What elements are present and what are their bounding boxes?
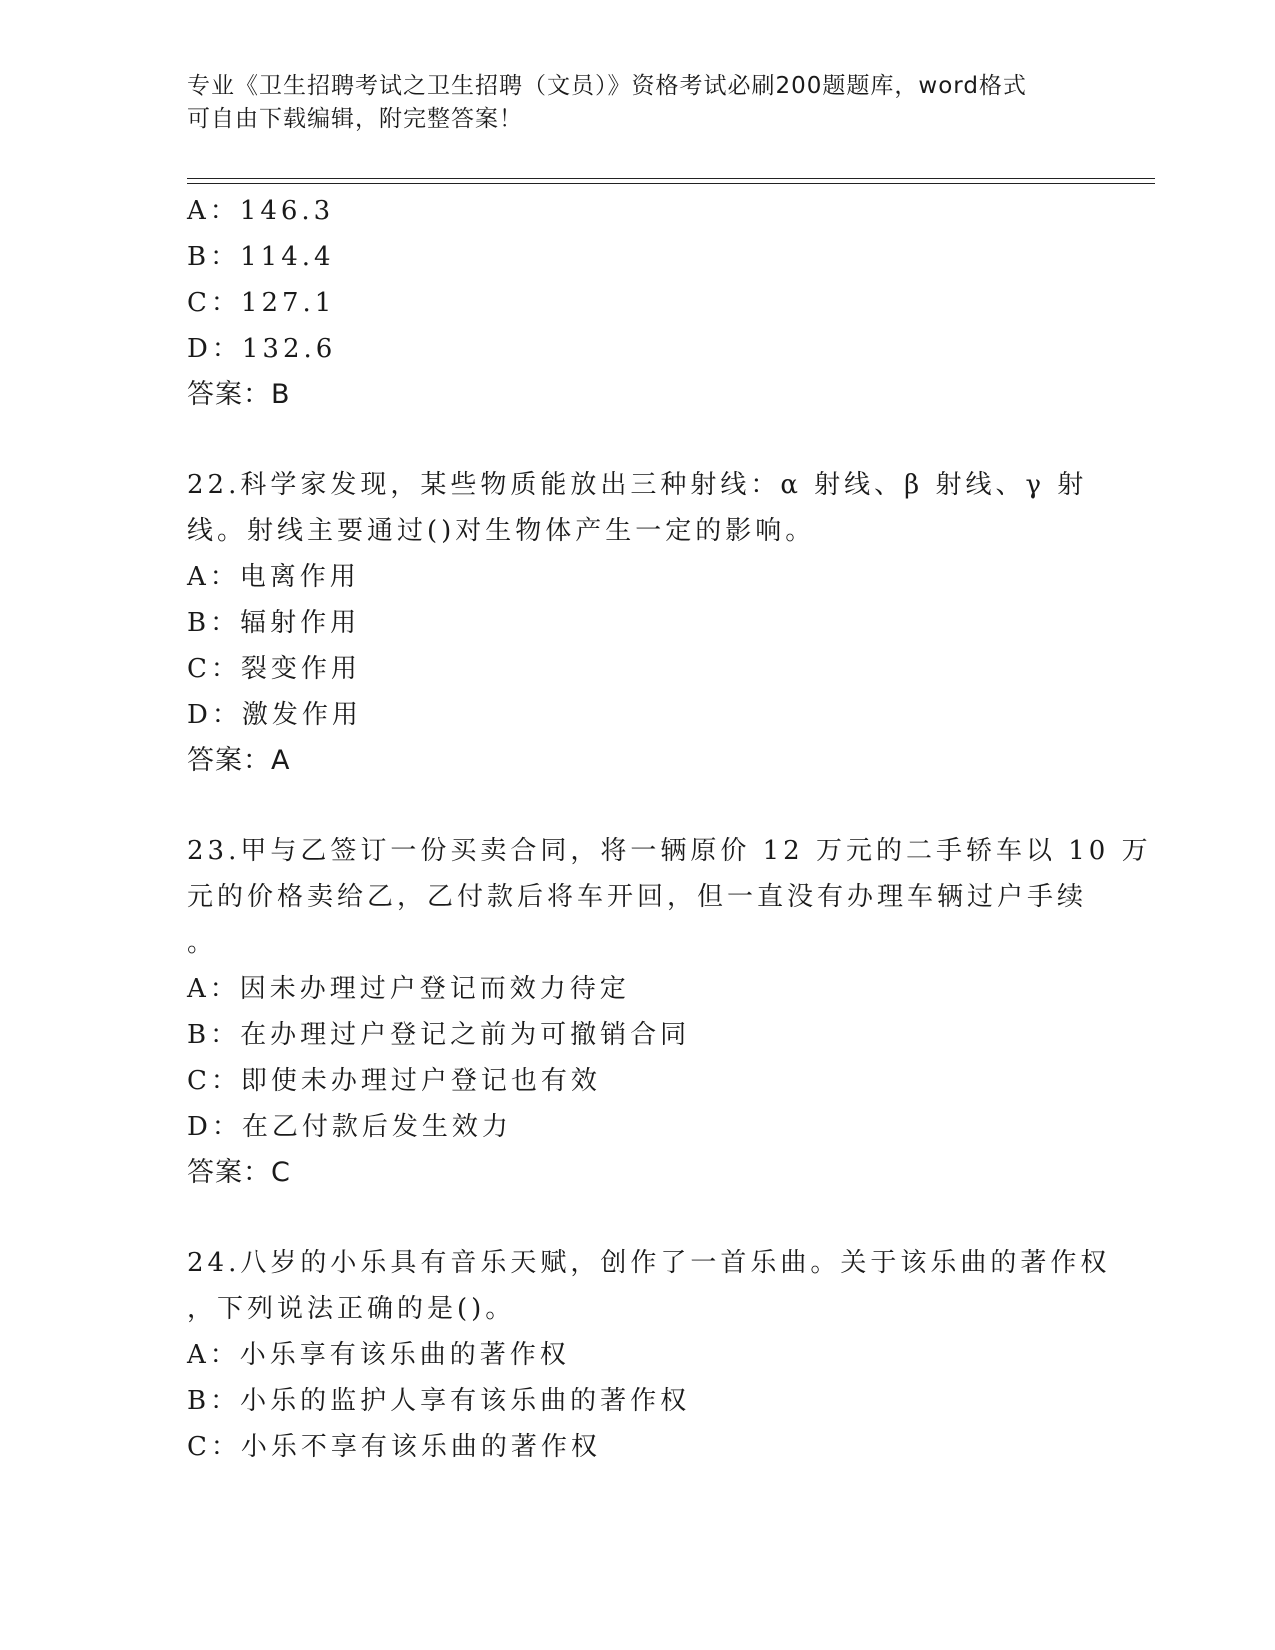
option-c: C：裂变作用	[187, 654, 361, 684]
option-b: B：114.4	[187, 242, 335, 272]
answer: 答案：B	[187, 379, 291, 410]
header-line-2: 可自由下载编辑，附完整答案！	[187, 106, 523, 132]
question-stem: 23.甲与乙签订一份买卖合同，将一辆原价 12 万元的二手轿车以 10 万	[187, 836, 1152, 866]
question-stem: 24.八岁的小乐具有音乐天赋，创作了一首乐曲。关于该乐曲的著作权	[187, 1248, 1111, 1278]
header-line-1: 专业《卫生招聘考试之卫生招聘（文员）》资格考试必刷200题题库，word格式	[187, 73, 1027, 99]
question-21	[187, 188, 1087, 418]
question-24	[187, 1240, 1111, 1470]
option-d: D：132.6	[187, 334, 337, 364]
option-b: B：辐射作用	[187, 608, 361, 638]
option-d: D：在乙付款后发生效力	[187, 1112, 512, 1142]
option-a: A：因未办理过户登记而效力待定	[187, 974, 630, 1004]
question-22	[187, 462, 1087, 784]
question-23	[187, 828, 1152, 1196]
header-divider-thin	[187, 178, 1155, 179]
question-stem: 。	[187, 928, 218, 958]
option-c: C：小乐不享有该乐曲的著作权	[187, 1432, 601, 1462]
document-header	[187, 70, 1087, 136]
document-body	[187, 188, 1152, 1470]
question-stem: 线。射线主要通过()对生物体产生一定的影响。	[187, 516, 816, 546]
option-a: A：电离作用	[187, 562, 360, 592]
answer: 答案：C	[187, 1157, 291, 1188]
question-stem: 22.科学家发现，某些物质能放出三种射线：α 射线、β 射线、γ 射	[187, 470, 1088, 500]
option-a: A：小乐享有该乐曲的著作权	[187, 1340, 570, 1370]
option-a: A：146.3	[187, 196, 335, 226]
option-b: B：在办理过户登记之前为可撤销合同	[187, 1020, 691, 1050]
option-c: C：即使未办理过户登记也有效	[187, 1066, 601, 1096]
header-divider-thick	[187, 183, 1155, 184]
option-c: C：127.1	[187, 288, 336, 318]
option-d: D：激发作用	[187, 700, 362, 730]
option-b: B：小乐的监护人享有该乐曲的著作权	[187, 1386, 691, 1416]
question-stem: ，下列说法正确的是()。	[187, 1294, 516, 1324]
question-stem: 元的价格卖给乙，乙付款后将车开回，但一直没有办理车辆过户手续	[187, 882, 1088, 912]
answer: 答案：A	[187, 745, 291, 776]
